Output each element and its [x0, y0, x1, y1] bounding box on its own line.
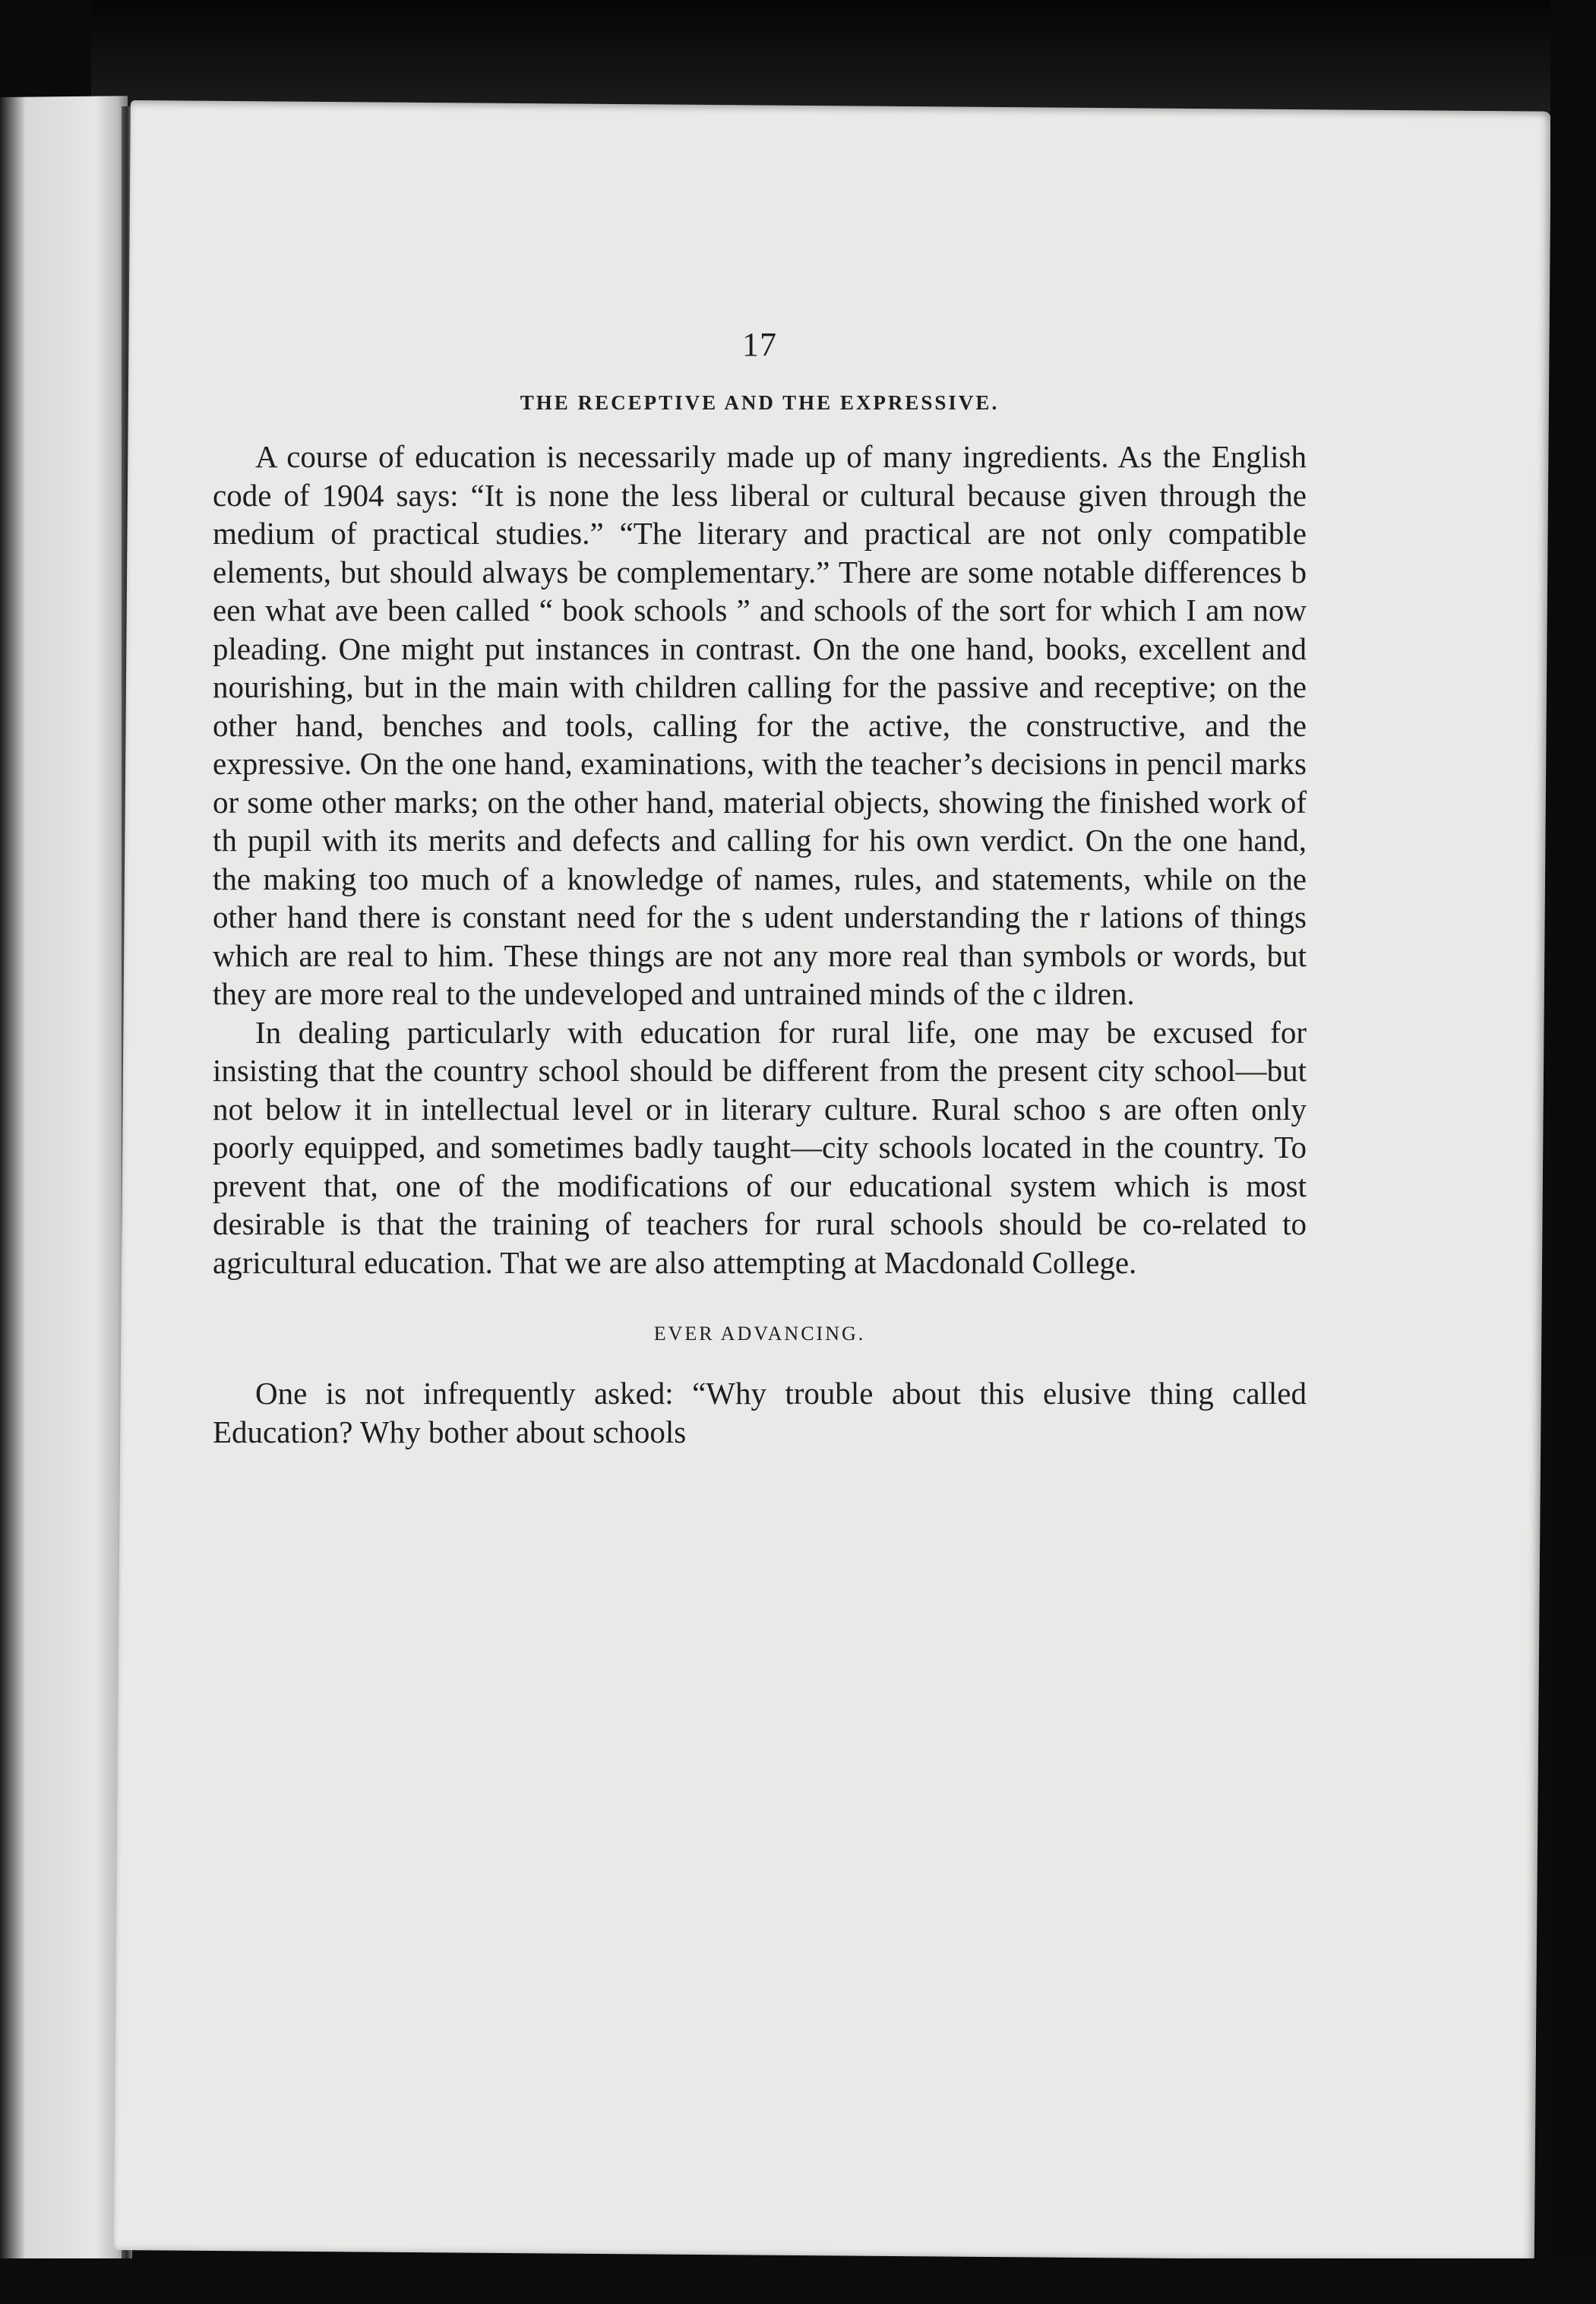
body-paragraph-1: A course of education is necessarily made up of many ingredients. As the English code of 1904 says: “It is none the less liberal or cultural because given through the medium of practical studies.” “The literary and practical are not only compatible elements, but should always be complementary.” There are some notable differences b een what ave been called “ book schools ” and schools of the sort for which I am now pleading. One might put instances in contrast. On the one hand, books, excellent and nourishing, but in the main with children calling for the passive and receptive; on the other hand, benches and tools, calling for the active, the constructive, and the expressive. On the one hand, examinations, with the teacher’s decisions in pencil marks or some other marks; on the other hand, material objects, showing the finished work of th pupil with its merits and defects and calling for his own verdict. On the one hand, the making too much of a knowledge of names, rules, and statements, while on the other hand there is constant need for the s udent understanding the r lations of things which are real to him. These things are not any more real than symbols or words, but they are more real to the undeveloped and untrained minds of the c ildren. [213, 439, 1307, 1011]
page-content [213, 228, 1307, 1451]
body-paragraph-3: One is not infrequently asked: “Why trouble about this elusive thing called Education? Why bother about schools [213, 1376, 1307, 1449]
scan-top-border [0, 0, 1596, 114]
page-number: 17 [742, 326, 777, 363]
section-heading-ever-advancing: EVER ADVANCING. [653, 1323, 866, 1345]
scan-bottom-border [0, 2258, 1596, 2304]
scan-right-border [1550, 0, 1596, 2304]
facing-page-edge [0, 96, 128, 2270]
section-heading: THE RECEPTIVE AND THE EXPRESSIVE. [520, 391, 1000, 414]
body-paragraph-2: In dealing particularly with education for rural life, one may be excused for insisting that the country school should be different from the present city school—but not below it in intellectual level or in literary culture. Rural schoo s are often only poorly equipped, and sometimes badly taught—city schools located in the country. To prevent that, one of the modifications of our educational system which is most desirable is that the training of teachers for rural schools should be co-related to agricultural education. That we are also attempting at Macdonald College. [213, 1014, 1307, 1280]
